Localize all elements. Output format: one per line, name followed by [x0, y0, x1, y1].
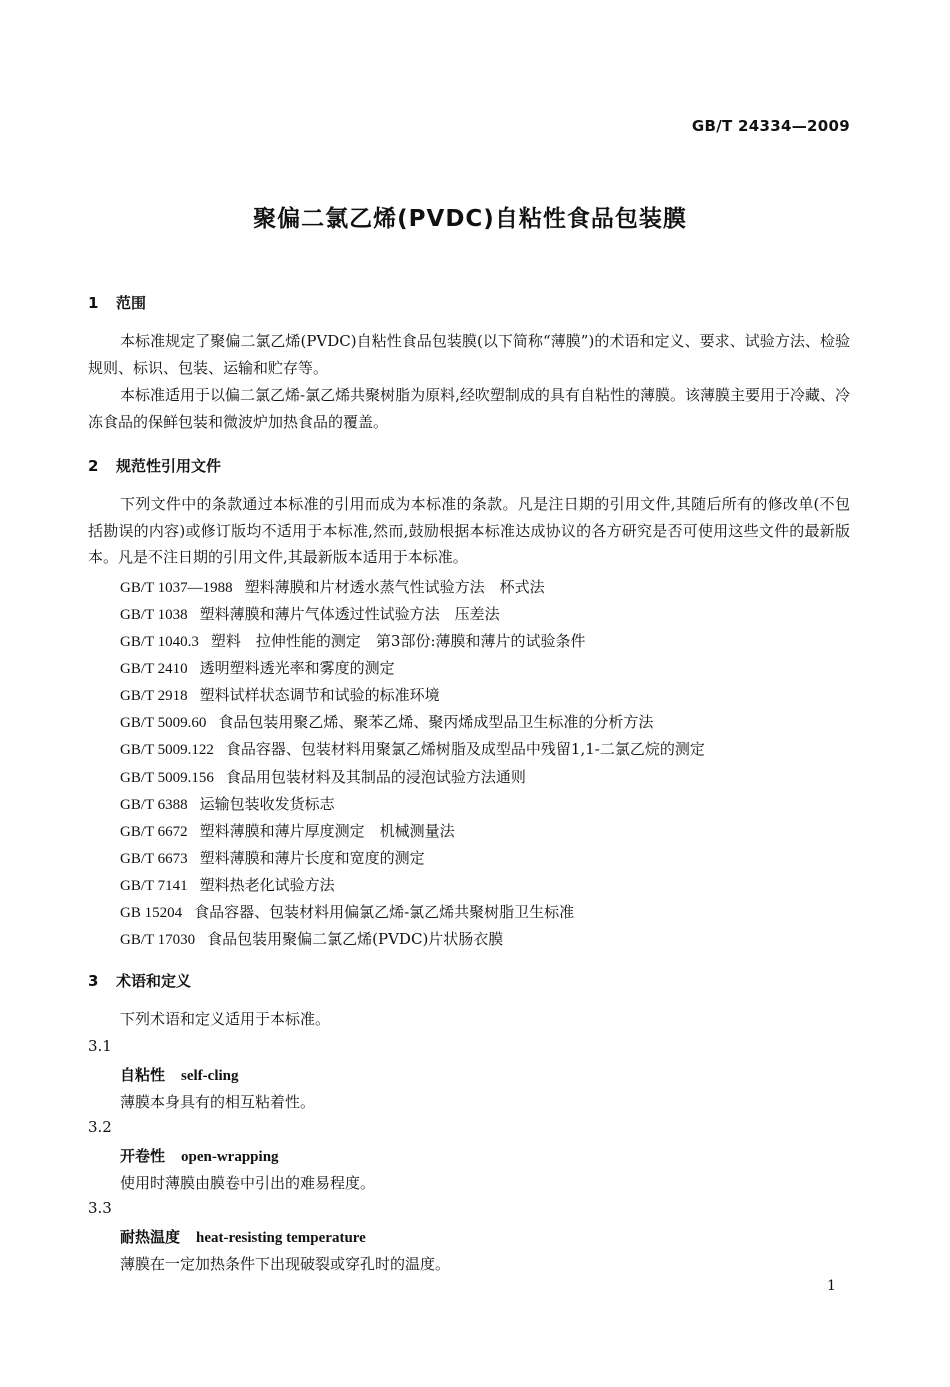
reference-title: 食品用包装材料及其制品的浸泡试验方法通则: [225, 768, 526, 786]
reference-item: [120, 847, 425, 868]
reference-title: 塑料薄膜和薄片气体透过性试验方法 压差法: [199, 605, 500, 623]
reference-item: [120, 928, 503, 949]
reference-item: [120, 820, 455, 841]
section-intro: 下列术语和定义适用于本标准。: [120, 1010, 331, 1028]
reference-title: 运输包装收发货标志: [199, 795, 335, 813]
term-definition: 使用时薄膜由膜卷中引出的难易程度。: [120, 1174, 376, 1192]
reference-code: GB/T 17030: [120, 932, 196, 948]
reference-item: [120, 576, 545, 597]
reference-title: 食品包装用聚乙烯、聚苯乙烯、聚丙烯成型品卫生标准的分析方法: [218, 713, 654, 731]
reference-code: GB/T 2918: [120, 688, 188, 704]
term-definition: 薄膜本身具有的相互粘着性。: [120, 1093, 316, 1111]
reference-code: GB/T 1037—1988: [120, 580, 233, 596]
reference-code: GB/T 2410: [120, 661, 188, 677]
term-en: heat-resisting temperature: [196, 1230, 366, 1246]
document-title: 聚偏二氯乙烯(PVDC)自粘性食品包装膜: [253, 206, 687, 232]
reference-item: [120, 738, 705, 759]
page-number: 1: [827, 1278, 836, 1294]
term-zh: 自粘性: [120, 1066, 166, 1084]
section-3-heading: [88, 970, 191, 991]
reference-code: GB/T 5009.60: [120, 715, 207, 731]
reference-code: GB/T 1040.3: [120, 634, 199, 650]
section-title: 规范性引用文件: [116, 457, 222, 475]
reference-title: 食品容器、包装材料用聚氯乙烯树脂及成型品中残留1,1-二氯乙烷的测定: [225, 740, 705, 758]
reference-code: GB 15204: [120, 905, 183, 921]
paragraph: 下列文件中的条款通过本标准的引用而成为本标准的条款。凡是注日期的引用文件,其随后所有的修改单(不包括勘误的内容)或修订版均不适用于本标准,然而,鼓励根据本标准达成协议的各方研究是否可使用这些文件的最新版本。凡是不注日期的引用文件,其最新版本适用于本标准。: [88, 495, 850, 566]
paragraph: 本标准规定了聚偏二氯乙烯(PVDC)自粘性食品包装膜(以下简称“薄膜”)的术语和定义、要求、试验方法、检验规则、标识、包装、运输和贮存等。: [88, 332, 850, 377]
reference-title: 塑料薄膜和片材透水蒸气性试验方法 杯式法: [244, 578, 545, 596]
term-en: open-wrapping: [181, 1149, 279, 1165]
section-1-heading: [88, 292, 146, 313]
paragraph: 本标准适用于以偏二氯乙烯-氯乙烯共聚树脂为原料,经吹塑制成的具有自粘性的薄膜。该薄膜主要用于冷藏、冷冻食品的保鲜包装和微波炉加热食品的覆盖。: [88, 386, 850, 431]
reference-title: 塑料热老化试验方法: [199, 876, 335, 894]
reference-title: 塑料试样状态调节和试验的标准环境: [199, 686, 440, 704]
reference-code: GB/T 6388: [120, 797, 188, 813]
term-en: self-cling: [181, 1068, 239, 1084]
reference-title: 食品容器、包装材料用偏氯乙烯-氯乙烯共聚树脂卫生标准: [194, 903, 575, 921]
term-name: [120, 1145, 279, 1166]
reference-title: 食品包装用聚偏二氯乙烯(PVDC)片状肠衣膜: [207, 930, 504, 948]
reference-item: [120, 657, 395, 678]
reference-title: 透明塑料透光率和雾度的测定: [199, 659, 395, 677]
reference-item: [120, 766, 526, 787]
reference-title: 塑料 拉伸性能的测定 第3部份:薄膜和薄片的试验条件: [210, 632, 586, 650]
standard-code: GB/T 24334—2009: [691, 117, 850, 135]
term-definition: 薄膜在一定加热条件下出现破裂或穿孔时的温度。: [120, 1255, 451, 1273]
reference-item: [120, 874, 335, 895]
term-number: 3.1: [88, 1037, 112, 1055]
reference-code: GB/T 6673: [120, 851, 188, 867]
reference-item: [120, 603, 500, 624]
term-name: [120, 1064, 239, 1085]
term-name: [120, 1226, 366, 1247]
section-number: 1: [88, 294, 99, 312]
section-title: 术语和定义: [116, 972, 192, 990]
reference-item: [120, 684, 440, 705]
reference-title: 塑料薄膜和薄片厚度测定 机械测量法: [199, 822, 455, 840]
reference-item: [120, 630, 586, 651]
term-number: 3.3: [88, 1199, 112, 1217]
reference-code: GB/T 5009.156: [120, 770, 214, 786]
reference-title: 塑料薄膜和薄片长度和宽度的测定: [199, 849, 425, 867]
reference-item: [120, 793, 335, 814]
section-number: 2: [88, 457, 99, 475]
reference-code: GB/T 5009.122: [120, 742, 214, 758]
term-zh: 耐热温度: [120, 1228, 181, 1246]
reference-code: GB/T 7141: [120, 878, 188, 894]
term-zh: 开卷性: [120, 1147, 166, 1165]
reference-code: GB/T 6672: [120, 824, 188, 840]
term-number: 3.2: [88, 1118, 112, 1136]
section-2-heading: [88, 455, 221, 476]
reference-code: GB/T 1038: [120, 607, 188, 623]
reference-item: [120, 901, 574, 922]
section-title: 范围: [116, 294, 147, 312]
section-number: 3: [88, 972, 99, 990]
reference-item: [120, 711, 653, 732]
